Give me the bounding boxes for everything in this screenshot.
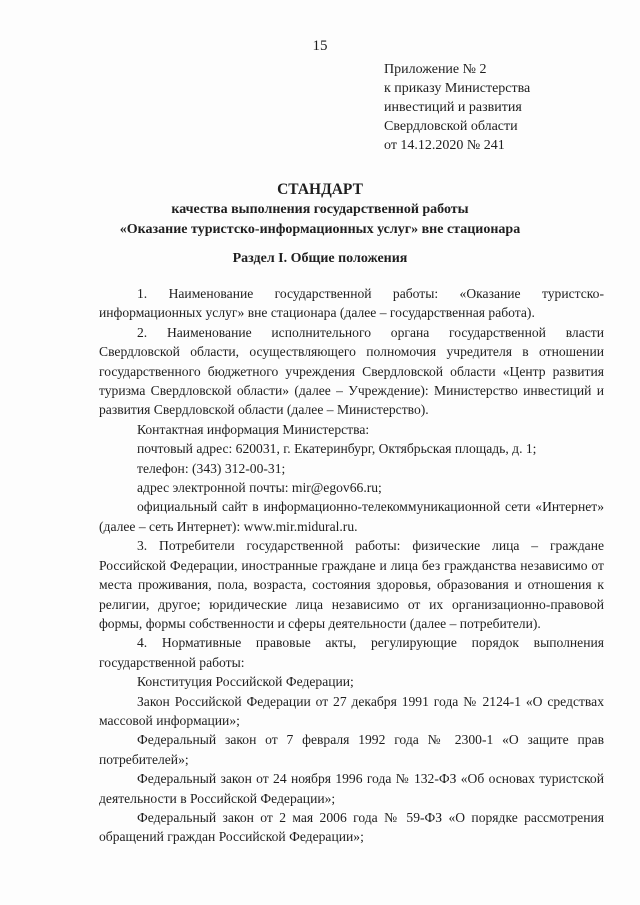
paragraph: Федеральный закон от 2 мая 2006 года № 59-ФЗ «О порядке рассмотрения обращений граждан Российской Федерации»; xyxy=(99,809,604,845)
paragraph: адрес электронной почты: mir@egov66.ru; xyxy=(137,480,382,496)
page-number: 15 xyxy=(312,38,328,54)
title-heading: СТАНДАРТ xyxy=(277,181,363,198)
annex-line: Свердловской области xyxy=(384,119,518,134)
paragraph: официальный сайт в информационно-телекоммуникационной сети «Интернет» (далее – сеть Интернет): www.mir.midural.ru. xyxy=(99,499,604,534)
annex-line: к приказу Министерства xyxy=(384,81,531,96)
paragraph: почтовый адрес: 620031, г. Екатеринбург, Октябрьская площадь, д. 1; xyxy=(137,441,537,457)
title-work-name: «Оказание туристско-информационных услуг» вне стационара xyxy=(119,222,521,237)
paragraph: Федеральный закон от 7 февраля 1992 года № 2300-1 «О защите прав потребителей»; xyxy=(99,732,604,767)
paragraph: 3. Потребители государственной работы: физические лица – граждане Российской Федерации, иностранные граждане и лица без гражданства независимо от места проживания, пола, возраста, состояния здоровья, образования и отношения к религии, другое; юридические лица независимо от их организационно-правовой формы, формы собственности и сферы деятельности (далее – потребители). xyxy=(99,538,604,631)
paragraph: 4. Нормативные правовые акты, регулирующие порядок выполнения государственной работы: xyxy=(99,635,604,670)
paragraph: 2. Наименование исполнительного органа государственной власти Свердловской области, осуществляющего полномочия учредителя в отношении государственного бюджетного учреждения Свердловской области «Центр развития туризма Свердловской области» (далее – Учреждение): Министерство инвестиций и развития Свердловской области (далее – Министерство). xyxy=(99,324,604,418)
document-title xyxy=(40,180,600,240)
annex-line: от 14.12.2020 № 241 xyxy=(384,138,505,153)
annex-line: инвестиций и развития xyxy=(384,100,522,115)
section-title: Раздел I. Общие положения xyxy=(232,251,408,266)
annex-block xyxy=(384,60,530,155)
annex-line: Приложение № 2 xyxy=(384,62,487,77)
paragraph: Закон Российской Федерации от 27 декабря 1991 года № 2124-1 «О средствах массовой информации»; xyxy=(99,693,604,728)
paragraph: телефон: (343) 312-00-31; xyxy=(137,460,286,476)
paragraph: 1. Наименование государственной работы: «Оказание туристско-информационных услуг» вне стационара (далее – государственная работа). xyxy=(99,286,604,321)
paragraph: Федеральный закон от 24 ноября 1996 года № 132-ФЗ «Об основах туристской деятельности в Российской Федерации»; xyxy=(99,771,604,806)
body-text xyxy=(99,284,604,847)
paragraph: Контактная информация Министерства: xyxy=(137,421,370,437)
paragraph: Конституция Российской Федерации; xyxy=(137,674,354,690)
title-subtitle: качества выполнения государственной работы xyxy=(171,202,469,217)
